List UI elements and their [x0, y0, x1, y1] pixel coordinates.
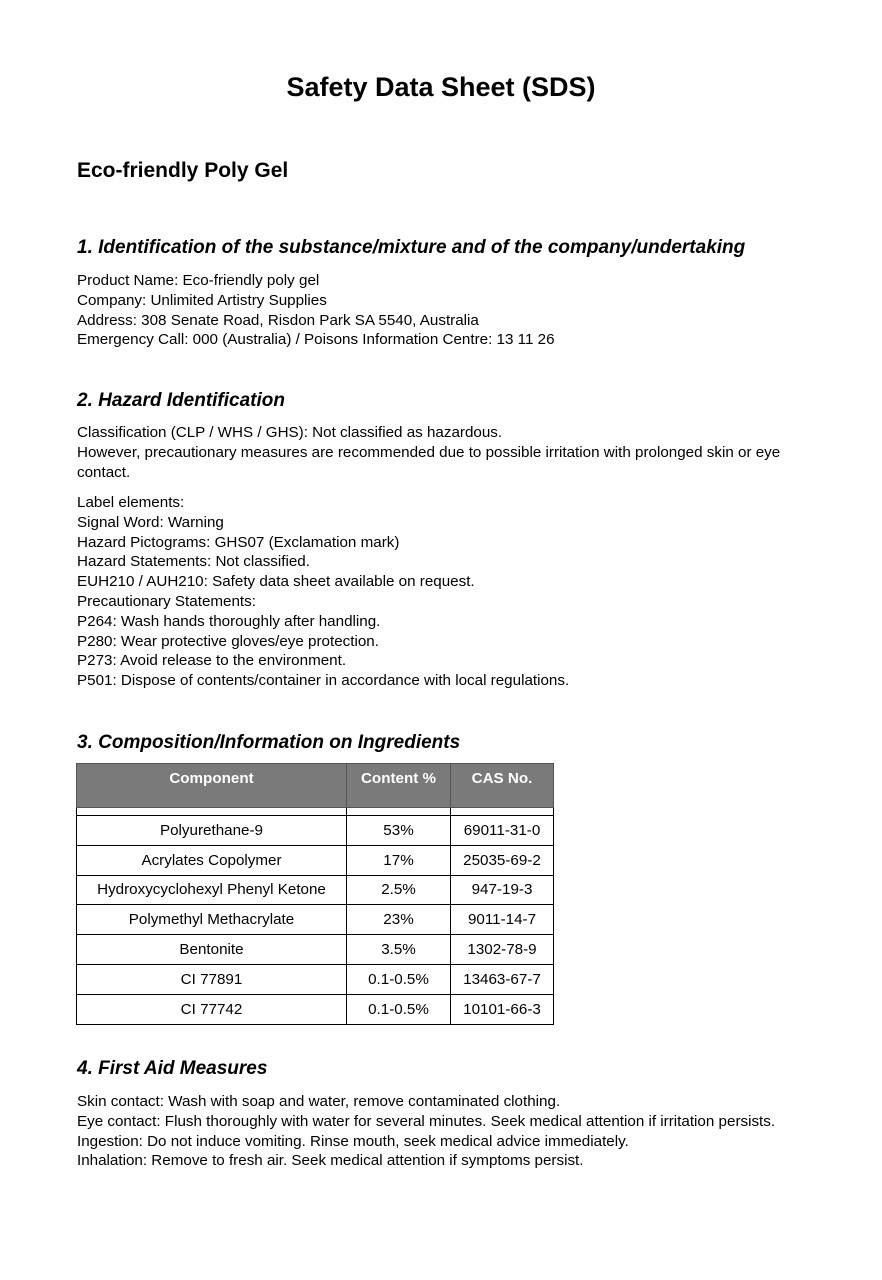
table-row [77, 816, 554, 846]
content-cell: 2.5% [347, 875, 451, 905]
p280-line: P280: Wear protective gloves/eye protection. [77, 632, 379, 650]
address-line: Address: 308 Senate Road, Risdon Park SA 5540, Australia [77, 311, 479, 329]
section-4-heading: 4. First Aid Measures [77, 1058, 268, 1079]
content-cell: 23% [347, 905, 451, 935]
content-cell: 3.5% [347, 935, 451, 965]
component-cell: Bentonite [77, 935, 347, 965]
table-row [77, 875, 554, 905]
company-line: Company: Unlimited Artistry Supplies [77, 291, 327, 309]
section-2-heading: 2. Hazard Identification [77, 390, 285, 411]
eye-contact-line: Eye contact: Flush thoroughly with water for several minutes. Seek medical attention if irritation persists. [77, 1112, 776, 1130]
component-cell: CI 77891 [77, 964, 347, 994]
document-title: Safety Data Sheet (SDS) [286, 72, 596, 102]
euh210-line: EUH210 / AUH210: Safety data sheet available on request. [77, 573, 475, 591]
label-elements-heading: Label elements: [77, 494, 185, 511]
inhalation-line: Inhalation: Remove to fresh air. Seek medical attention if symptoms persist. [77, 1152, 584, 1170]
component-cell: CI 77742 [77, 994, 347, 1024]
section-1-body [77, 271, 817, 350]
precautionary-statements-heading: Precautionary Statements: [77, 592, 256, 610]
cas-cell: 13463-67-7 [451, 964, 554, 994]
table-row [77, 845, 554, 875]
precaution-note: However, precautionary measures are recommended due to possible irritation with prolonged skin or eye contact. [77, 443, 781, 481]
signal-word-line: Signal Word: Warning [77, 513, 224, 531]
hazard-statements-line: Hazard Statements: Not classified. [77, 553, 310, 571]
component-cell: Polymethyl Methacrylate [77, 905, 347, 935]
p264-line: P264: Wash hands thoroughly after handling. [77, 612, 381, 630]
column-header-component: Component [77, 764, 347, 808]
section-3-heading: 3. Composition/Information on Ingredients [77, 732, 461, 753]
cas-cell: 10101-66-3 [451, 994, 554, 1024]
table-row [77, 935, 554, 965]
cas-cell: 69011-31-0 [451, 816, 554, 846]
cas-cell: 947-19-3 [451, 875, 554, 905]
product-name-line: Product Name: Eco-friendly poly gel [77, 272, 320, 289]
skin-contact-line: Skin contact: Wash with soap and water, remove contaminated clothing. [77, 1093, 561, 1110]
ingestion-line: Ingestion: Do not induce vomiting. Rinse mouth, seek medical advice immediately. [77, 1132, 629, 1150]
column-header-content: Content % [347, 764, 451, 808]
cas-cell: 25035-69-2 [451, 845, 554, 875]
column-header-cas: CAS No. [451, 764, 554, 808]
classification-line: Classification (CLP / WHS / GHS): Not classified as hazardous. [77, 424, 503, 441]
content-cell: 0.1-0.5% [347, 964, 451, 994]
table-row [77, 994, 554, 1024]
content-cell: 0.1-0.5% [347, 994, 451, 1024]
emergency-call-line: Emergency Call: 000 (Australia) / Poisons Information Centre: 13 11 26 [77, 331, 555, 349]
table-header-row [77, 764, 554, 808]
component-cell: Acrylates Copolymer [77, 845, 347, 875]
composition-table [76, 763, 554, 1025]
p501-line: P501: Dispose of contents/container in accordance with local regulations. [77, 672, 570, 690]
product-title: Eco-friendly Poly Gel [77, 159, 289, 182]
content-cell: 17% [347, 845, 451, 875]
section-4-body [77, 1092, 792, 1171]
cas-cell: 1302-78-9 [451, 935, 554, 965]
section-1-heading: 1. Identification of the substance/mixture and of the company/undertaking [77, 237, 746, 258]
section-2-label-elements [77, 493, 817, 691]
table-spacer-row [77, 808, 554, 816]
content-cell: 53% [347, 816, 451, 846]
hazard-pictograms-line: Hazard Pictograms: GHS07 (Exclamation mark) [77, 533, 400, 551]
cas-cell: 9011-14-7 [451, 905, 554, 935]
component-cell: Polyurethane-9 [77, 816, 347, 846]
table-row [77, 964, 554, 994]
component-cell: Hydroxycyclohexyl Phenyl Ketone [77, 875, 347, 905]
p273-line: P273: Avoid release to the environment. [77, 652, 347, 670]
section-2-classification [77, 423, 807, 482]
table-row [77, 905, 554, 935]
